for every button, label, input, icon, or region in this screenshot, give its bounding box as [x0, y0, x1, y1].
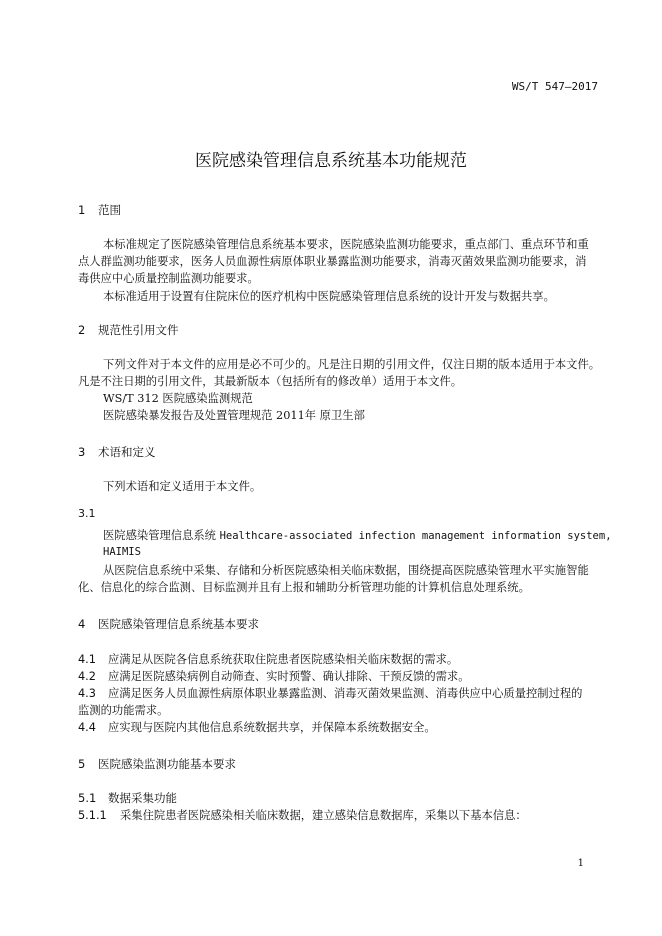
- section-title: 医院感染监测功能基本要求: [98, 757, 236, 771]
- reference-item: 医院感染暴发报告及处置管理规范 2011年 原卫生部: [103, 409, 365, 422]
- section-number: 2: [78, 323, 86, 337]
- clause-text: 采集住院患者医院感染相关临床数据，建立感染信息数据库，采集以下基本信息：: [120, 809, 527, 822]
- subsection-heading: [78, 790, 177, 806]
- section-title: 医院感染管理信息系统基本要求: [98, 617, 259, 631]
- section-2-heading: [78, 322, 179, 338]
- paragraph: 下列术语和定义适用于本文件。: [103, 480, 262, 493]
- clause-item: [78, 685, 582, 702]
- clause-text: 应满足从医院各信息系统获取住院患者医院感染相关临床数据的需求。: [108, 653, 459, 666]
- term-entry: [103, 527, 612, 545]
- section-5-heading: [78, 756, 236, 772]
- term-chinese: 医院感染管理信息系统: [103, 529, 216, 542]
- clause-continued: 监测的功能需求。: [78, 704, 169, 717]
- page-number: 1: [577, 858, 584, 869]
- definition: 化、信息化的综合监测、目标监测并且有上报和辅助分析管理功能的计算机信息处理系统。: [78, 581, 530, 594]
- clause-item: [78, 719, 436, 736]
- section-1-heading: [78, 202, 121, 218]
- clause-text: 应实现与医院内其他信息系统数据共享，并保障本系统数据安全。: [108, 721, 436, 734]
- section-3-heading: [78, 444, 156, 460]
- clause-text: 应满足医务人员血源性病原体职业暴露监测、消毒灭菌效果监测、消毒供应中心质量控制过程的: [108, 687, 583, 700]
- section-title: 术语和定义: [98, 445, 156, 459]
- document-title: 医院感染管理信息系统基本功能规范: [195, 151, 467, 171]
- paragraph: 下列文件对于本文件的应用是必不可少的。凡是注日期的引用文件，仅注日期的版本适用于本文件。: [103, 358, 601, 371]
- clause-number: 4.2: [78, 670, 96, 683]
- standard-number: WS/T 547—2017: [511, 80, 598, 93]
- paragraph: 本标准规定了医院感染管理信息系统基本要求，医院感染监测功能要求，重点部门、重点环节和重: [103, 238, 589, 251]
- subsection-number: 5.1: [78, 791, 97, 805]
- paragraph: 本标准适用于设置有住院床位的医疗机构中医院感染管理信息系统的设计开发与数据共享。: [103, 290, 555, 303]
- term-english-continued: HAIMIS: [103, 546, 141, 558]
- section-4-heading: [78, 616, 259, 632]
- clause-number: 4.4: [78, 721, 96, 734]
- paragraph: 毒供应中心质量控制监测功能要求。: [78, 272, 259, 285]
- clause-item: [78, 651, 458, 668]
- clause-number: 4.3: [78, 687, 96, 700]
- section-number: 5: [78, 757, 86, 771]
- term-number: 3.1: [78, 507, 96, 520]
- clause-item: [78, 807, 527, 824]
- section-number: 4: [78, 617, 86, 631]
- subsection-title: 数据采集功能: [108, 791, 177, 805]
- term-english: Healthcare-associated infection management information system,: [219, 530, 612, 542]
- section-number: 3: [78, 445, 86, 459]
- reference-item: WS/T 312 医院感染监测规范: [103, 392, 253, 405]
- section-title: 范围: [98, 203, 121, 217]
- section-title: 规范性引用文件: [98, 323, 179, 337]
- definition: 从医院信息系统中采集、存储和分析医院感染相关临床数据，围绕提高医院感染管理水平实施智能: [103, 564, 589, 577]
- clause-item: [78, 668, 470, 685]
- clause-number: 4.1: [78, 653, 96, 666]
- paragraph: 凡是不注日期的引用文件，其最新版本（包括所有的修改单）适用于本文件。: [78, 375, 463, 388]
- clause-number: 5.1.1: [78, 809, 107, 822]
- section-number: 1: [78, 203, 86, 217]
- clause-text: 应满足医院感染病例自动筛查、实时预警、确认排除、干预反馈的需求。: [108, 670, 470, 683]
- paragraph: 点人群监测功能要求，医务人员血源性病原体职业暴露监测功能要求，消毒灭菌效果监测功能要求，消: [78, 255, 587, 268]
